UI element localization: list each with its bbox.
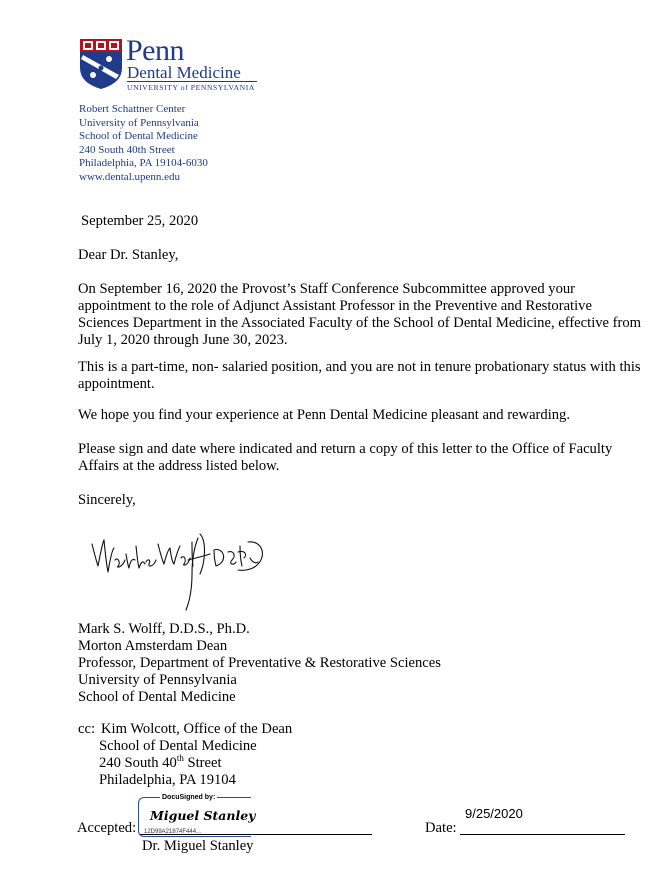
signer-school: School of Dental Medicine bbox=[78, 689, 236, 705]
address-line: University of Pennsylvania bbox=[79, 116, 199, 129]
date-value: 9/25/2020 bbox=[465, 806, 523, 821]
address-line: Philadelphia, PA 19104-6030 bbox=[79, 157, 208, 169]
signee-name: Dr. Miguel Stanley bbox=[142, 838, 254, 854]
accepted-label: Accepted: bbox=[77, 820, 137, 836]
cc-street-number: 240 South 40 bbox=[99, 755, 177, 771]
cc-school: School of Dental Medicine bbox=[99, 738, 257, 754]
logo-dental-text: Dental Medicine bbox=[127, 63, 241, 82]
docusign-header: DocuSigned by: bbox=[162, 794, 216, 801]
address-website: www.dental.upenn.edu bbox=[79, 170, 181, 183]
paragraph-line: Sciences Department in the Associated Faculty of the School of Dental Medicine, effective from bbox=[78, 315, 642, 331]
paragraph-line: July 1, 2020 through June 30, 2023. bbox=[78, 332, 288, 348]
paragraph-line: Please sign and date where indicated and return a copy of this letter to the Office of Faculty bbox=[78, 441, 613, 457]
paragraph-line: appointment. bbox=[78, 376, 155, 392]
cc-street bbox=[99, 755, 292, 772]
paragraph-position bbox=[78, 359, 653, 393]
cc-block bbox=[99, 721, 292, 789]
paragraph-line: On September 16, 2020 the Provost’s Staff Conference Subcommittee approved your bbox=[78, 281, 576, 297]
cc-label: cc: bbox=[78, 721, 96, 737]
penn-shield-logo bbox=[79, 38, 123, 90]
paragraph-line: This is a part-time, non- salaried position, and you are not in tenure probationary status with this bbox=[78, 359, 641, 375]
signer-title: Morton Amsterdam Dean bbox=[78, 638, 228, 654]
cc-city: Philadelphia, PA 19104 bbox=[99, 772, 236, 788]
letter-date: September 25, 2020 bbox=[81, 213, 199, 229]
logo-penn-text: Penn bbox=[126, 34, 184, 67]
logo-rule bbox=[127, 81, 257, 82]
letterhead-address bbox=[79, 103, 208, 184]
address-line: Robert Schattner Center bbox=[79, 103, 186, 115]
logo-university-text: UNIVERSITY of PENNSYLVANIA bbox=[127, 83, 255, 92]
address-line: 240 South 40th Street bbox=[79, 143, 175, 156]
closing: Sincerely, bbox=[78, 492, 136, 508]
salutation: Dear Dr. Stanley, bbox=[78, 247, 179, 263]
signer-department: Professor, Department of Preventative & Restorative Sciences bbox=[78, 655, 441, 671]
cc-name: Kim Wolcott, Office of the Dean bbox=[101, 721, 293, 737]
cc-street-suffix-sup: th bbox=[176, 753, 184, 764]
address-line: School of Dental Medicine bbox=[79, 130, 198, 142]
paragraph-instructions bbox=[78, 441, 653, 475]
docusign-signature: Miguel Stanley bbox=[150, 808, 256, 823]
dean-signature bbox=[88, 530, 268, 615]
paragraph-hope: We hope you find your experience at Penn Dental Medicine pleasant and rewarding. bbox=[78, 407, 570, 423]
docusign-id: 12D99A21874F444... bbox=[144, 829, 202, 835]
paragraph-line: Affairs at the address listed below. bbox=[78, 458, 280, 474]
date-label: Date: bbox=[425, 820, 457, 836]
signer-block bbox=[78, 621, 441, 706]
paragraph-appointment bbox=[78, 281, 653, 349]
date-signature-line bbox=[460, 834, 625, 835]
paragraph-line: appointment to the role of Adjunct Assistant Professor in the Preventive and Restorative bbox=[78, 298, 592, 314]
signer-name: Mark S. Wolff, D.D.S., Ph.D. bbox=[78, 621, 250, 637]
cc-street-name: Street bbox=[183, 755, 222, 771]
signer-university: University of Pennsylvania bbox=[78, 672, 237, 688]
